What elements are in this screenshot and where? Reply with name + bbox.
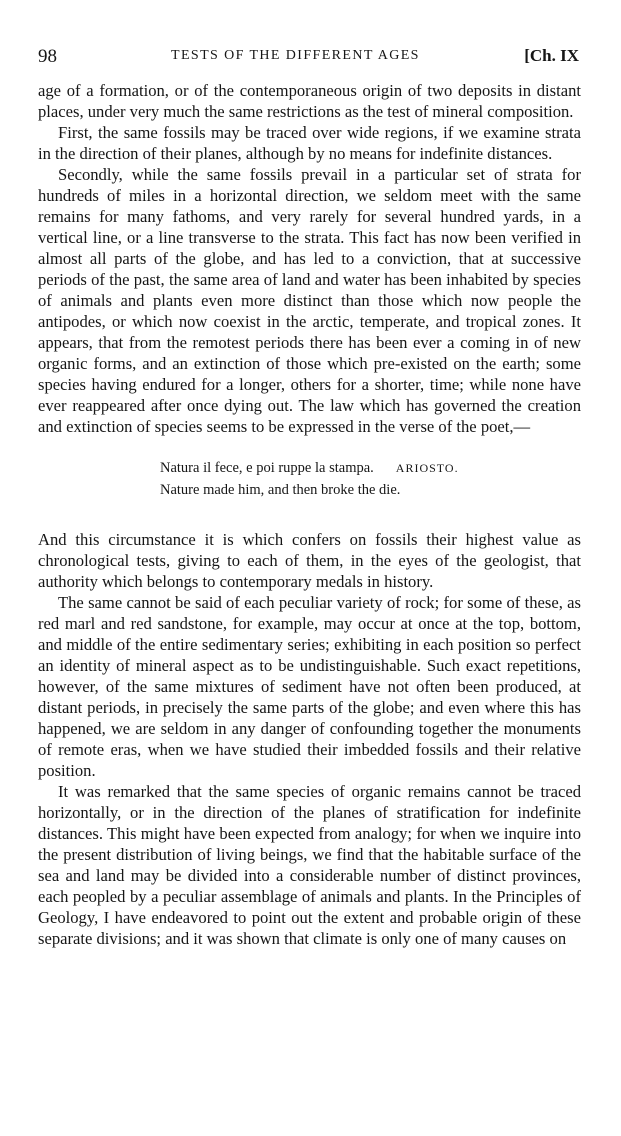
- quote-source: ARIOSTO.: [395, 461, 459, 475]
- paragraph-first-point: First, the same fossils may be traced over wide regions, if we examine strata in the direction of their planes, although by no means for indefinite distances.: [38, 123, 581, 163]
- paragraph-continued: age of a formation, or of the contemporaneous origin of two deposits in distant places, under very much the same restrictions as the test of mineral composition.: [38, 81, 581, 121]
- running-title: TESTS OF THE DIFFERENT AGES: [171, 48, 420, 63]
- page-header: [38, 38, 581, 66]
- paragraph-chronological-tests: And this circumstance it is which confers on fossils their highest value as chronological tests, giving to each of them, in the eyes of the geologist, that authority which belongs to contemporary medals in history.: [38, 530, 581, 591]
- page-number: 98: [38, 46, 57, 67]
- quote-italian-text: Natura il fece, e poi ruppe la stampa.: [160, 460, 374, 476]
- chapter-marker: [Ch. IX: [524, 46, 579, 65]
- book-page: [38, 38, 581, 949]
- verse-quotation: [160, 457, 581, 501]
- quote-line-italian: [160, 457, 581, 479]
- paragraph-distribution: It was remarked that the same species of organic remains cannot be traced horizontally, or in the direction of the planes of stratification for indefinite distances. This might have been expected from analogy; for when we inquire into the present distribution of living beings, we find that the habitable surface of the sea and land may be divided into a considerable number of distinct provinces, each peopled by a peculiar assemblage of animals and plants. In the Principles of Geology, I have endeavored to point out the extent and probable origin of these separate divisions; and it was shown that climate is only one of many causes on: [38, 782, 581, 948]
- paragraph-second-point: Secondly, while the same fossils prevail in a particular set of strata for hundreds of miles in a horizontal direction, we seldom meet with the same remains for many fathoms, and very rarely for several hundred yards, in a vertical line, or a line transverse to the strata. This fact has now been verified in almost all parts of the globe, and has led to a conviction, that at successive periods of the past, the same area of land and water has been inhabited by species of animals and plants even more distinct than those which now people the antipodes, or which now coexist in the arctic, temperate, and tropical zones. It appears, that from the remotest periods there has been ever a coming in of new organic forms, and an extinction of those which pre-existed on the earth; some species having endured for a longer, others for a shorter, time; while none have ever reappeared after once dying out. The law which has governed the creation and extinction of species seems to be expressed in the verse of the poet,—: [38, 165, 581, 436]
- quote-line-english: Nature made him, and then broke the die.: [160, 482, 401, 498]
- paragraph-rock-varieties: The same cannot be said of each peculiar variety of rock; for some of these, as red marl and red sandstone, for example, may occur at once at the top, bottom, and middle of the entire sedimentary series; exhibiting in each position so perfect an identity of mineral aspect as to be undistinguishable. Such exact repetitions, however, of the same mixtures of sediment have not often been produced, at distant periods, in precisely the same parts of the globe; and even where this has happened, we are seldom in any danger of confounding together the monuments of remote eras, when we have studied their imbedded fossils and their relative position.: [38, 593, 581, 780]
